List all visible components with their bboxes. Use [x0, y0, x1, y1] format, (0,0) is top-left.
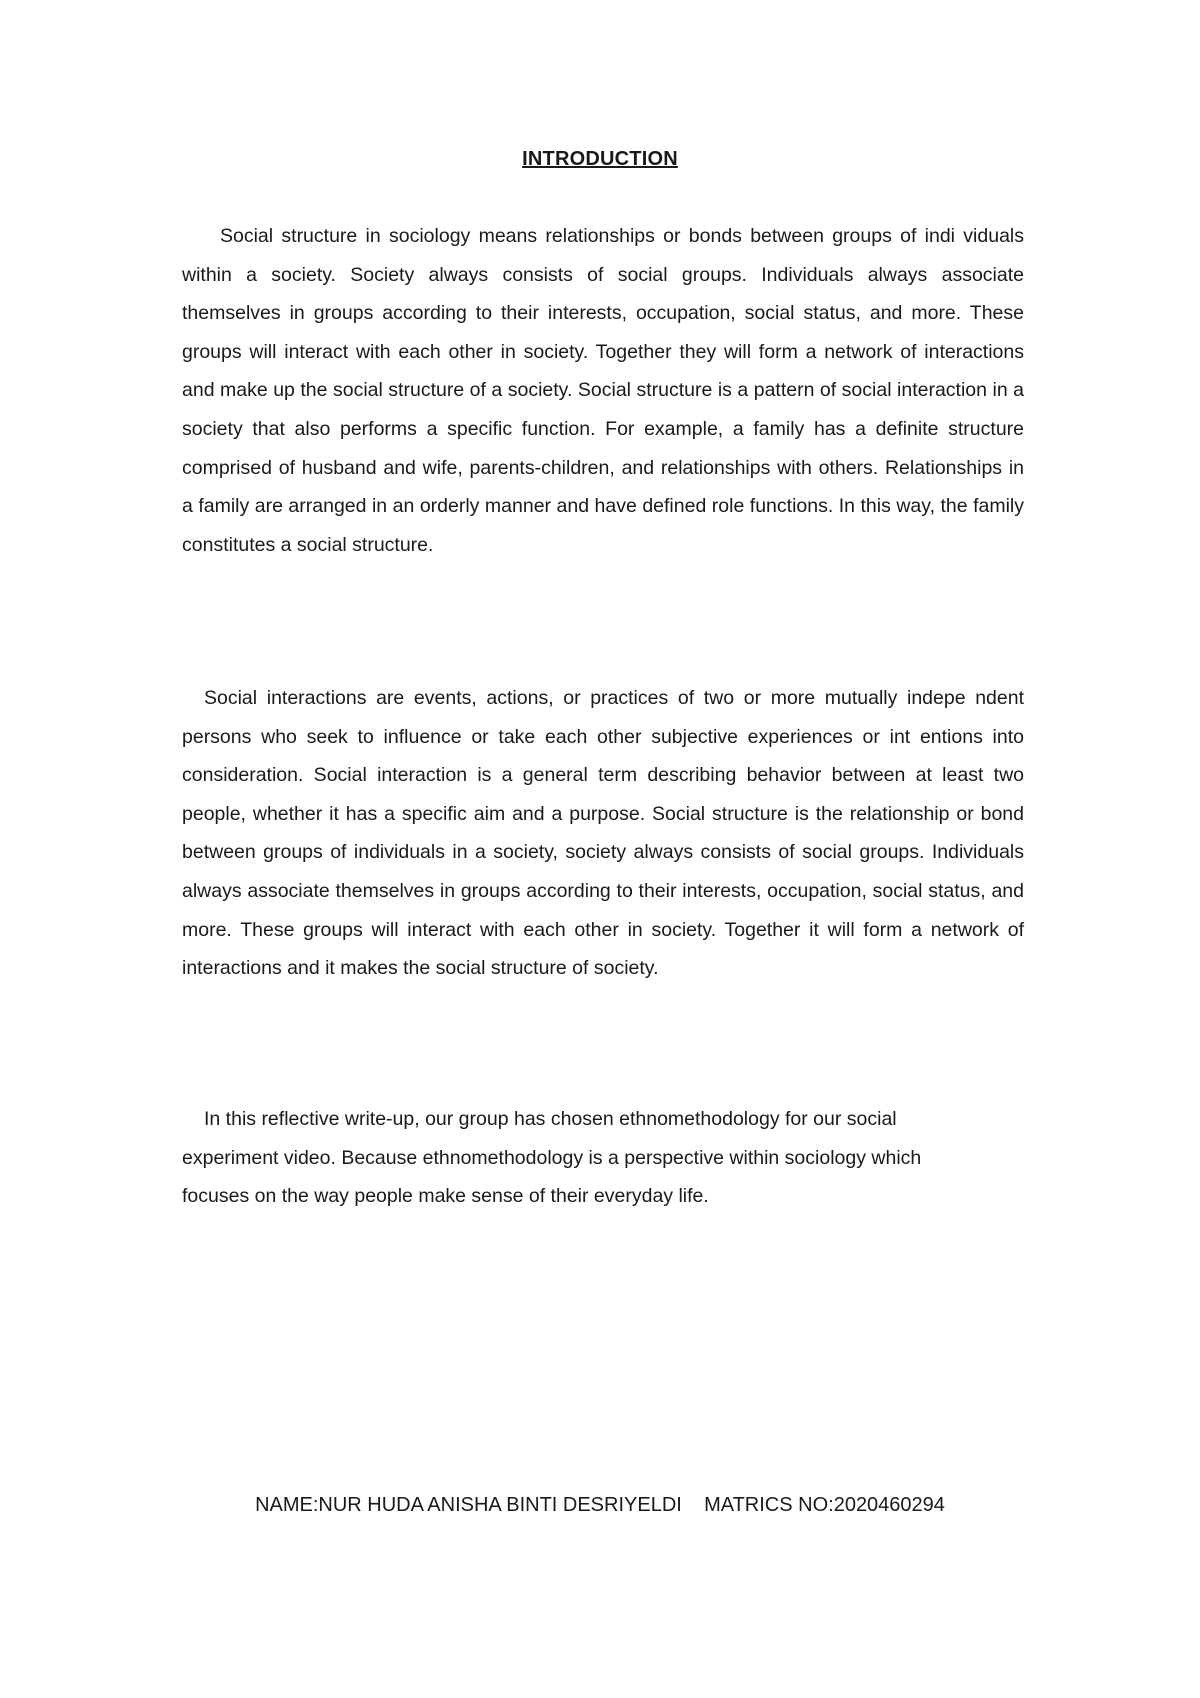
student-info-footer [0, 1491, 1200, 1519]
matrics-number: MATRICS NO:2020460294 [704, 1494, 945, 1516]
student-name: NAME:NUR HUDA ANISHA BINTI DESRIYELDI [255, 1494, 682, 1516]
paragraph-reflective-writeup: In this reflective write-up, our group has chosen ethnomethodology for our social experiment video. Because ethnomethodology is a perspective within sociology which focuses on the way people make sense of their everyday life. [182, 1108, 922, 1208]
paragraph-social-interactions: Social interactions are events, actions, or practices of two or more mutually indepe ndent persons who seek to influence or take each other subjective experiences or int entions into consideration. Social interaction is a general term describing behavior between at least two people, whether it has a specific aim and a purpose. Social structure is the relationship or bond between groups of individuals in a society, society always consists of social groups. Individuals always associate themselves in groups according to their interests, occupation, social status, and more. These groups will interact with each other in society. Together it will form a network of interactions and it makes the social structure of society. [182, 687, 1024, 980]
page-title: INTRODUCTION [522, 148, 678, 170]
paragraph-social-structure: Social structure in sociology means relationships or bonds between groups of indi viduals within a society. Society always consists of social groups. Individuals always associate themselves in groups according to their interests, occupation, social status, and more. These groups will interact with each other in society. Together they will form a network of interactions and make up the social structure of a society. Social structure is a pattern of social interaction in a society that also performs a specific function. For example, a family has a definite structure comprised of husband and wife, parents-children, and relationships with others. Relationships in a family are arranged in an orderly manner and have defined role functions. In this way, the family constitutes a social structure. [182, 225, 1024, 556]
